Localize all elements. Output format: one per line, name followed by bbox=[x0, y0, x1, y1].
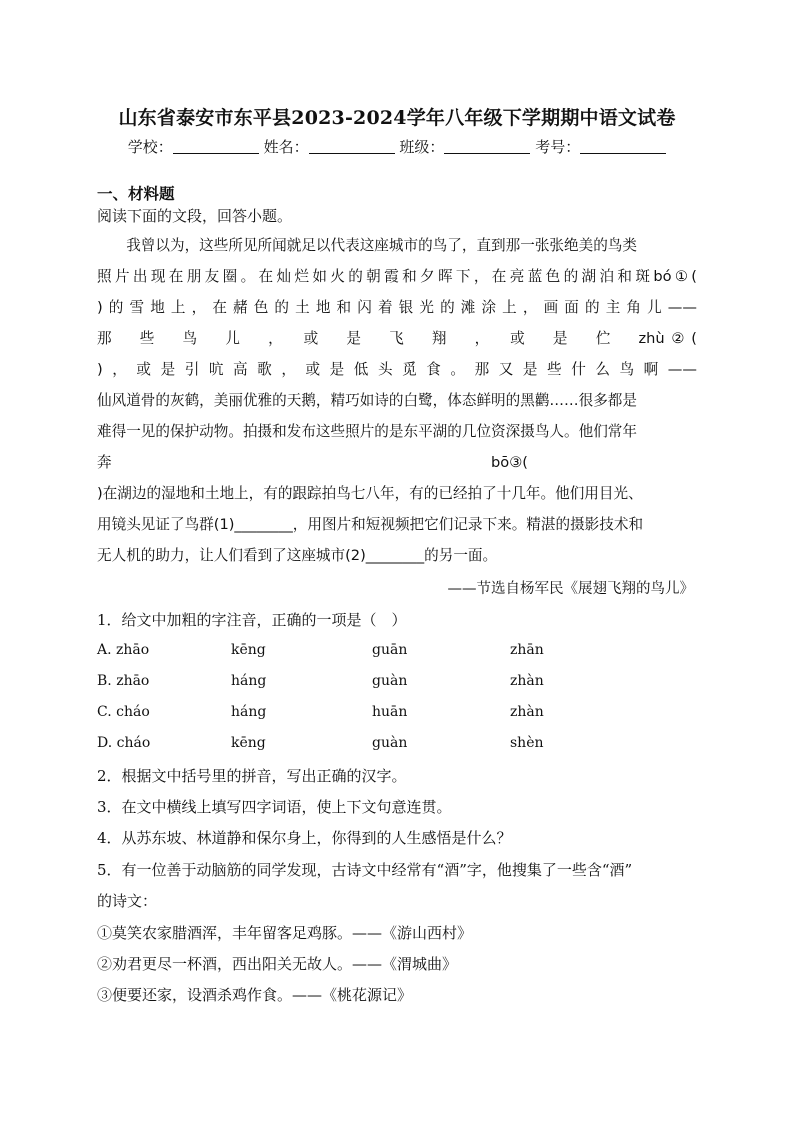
option-pinyin: shèn bbox=[510, 735, 544, 751]
option-row[interactable] bbox=[97, 642, 544, 658]
question-2: 2．根据文中括号里的拼音，写出正确的汉字。 bbox=[97, 767, 407, 785]
option-pinyin: kēng bbox=[231, 735, 266, 751]
passage-line: )在湖边的湿地和土地上，有的跟踪拍鸟七八年，有的已经拍了十几年。他们用目光、 bbox=[97, 485, 643, 502]
option-row[interactable] bbox=[97, 735, 544, 751]
option-pinyin: guàn bbox=[372, 735, 408, 751]
class-blank[interactable] bbox=[444, 139, 530, 154]
option-label: D. cháo bbox=[97, 735, 151, 751]
option-label: A. zhāo bbox=[97, 642, 150, 658]
number-label: 考号： bbox=[535, 138, 581, 156]
poem-line: ②劝君更尽一杯酒，西出阳关无故人。——《渭城曲》 bbox=[97, 955, 458, 973]
passage-line: 照片出现在朋友圈。在灿烂如火的朝霞和夕晖下，在亮蓝色的湖泊和斑bó①( bbox=[97, 268, 697, 285]
section-heading: 一、材料题 bbox=[97, 184, 175, 203]
option-pinyin: kēng bbox=[231, 642, 266, 658]
name-label: 姓名： bbox=[263, 138, 309, 156]
school-blank[interactable] bbox=[173, 139, 259, 154]
passage-line: 我曾以为，这些所见所闻就足以代表这座城市的鸟了，直到那一张张绝美的鸟类 bbox=[97, 237, 637, 254]
passage-line: 那 些 鸟 儿 ， 或 是 飞 翔 ， 或 是 伫 zhù②( bbox=[97, 330, 697, 347]
question-1: 1．给文中加粗的字注音，正确的一项是（ ） bbox=[97, 611, 407, 629]
option-pinyin: zhān bbox=[510, 642, 544, 658]
option-pinyin: zhàn bbox=[510, 673, 544, 689]
school-label: 学校： bbox=[127, 138, 173, 156]
poem-line: ③便要还家，设酒杀鸡作食。——《桃花源记》 bbox=[97, 986, 413, 1004]
passage-line: 难得一见的保护动物。拍摄和发布这些照片的是东平湖的几位资深摄鸟人。他们常年 bbox=[97, 423, 637, 440]
option-pinyin: guàn bbox=[372, 673, 408, 689]
passage-line: 仙风道骨的灰鹤，美丽优雅的天鹅，精巧如诗的白鹭，体态鲜明的黑鹳……很多都是 bbox=[97, 392, 637, 409]
class-label: 班级： bbox=[399, 138, 445, 156]
option-row[interactable] bbox=[97, 673, 544, 689]
question-3: 3．在文中横线上填写四字词语，使上下文句意连贯。 bbox=[97, 798, 452, 816]
passage-line: )的雪地上，在赭色的土地和闪着银光的滩涂上，画面的主角儿—— bbox=[97, 299, 697, 316]
name-blank[interactable] bbox=[309, 139, 395, 154]
passage bbox=[97, 230, 697, 571]
question-5-continued: 的诗文： bbox=[97, 892, 158, 910]
option-pinyin: huān bbox=[372, 704, 408, 720]
passage-line: 无人机的助力，让人们看到了这座城市(2)________的另一面。 bbox=[97, 547, 498, 564]
option-row[interactable] bbox=[97, 704, 544, 720]
option-label: C. cháo bbox=[97, 704, 150, 720]
instruction: 阅读下面的文段，回答小题。 bbox=[97, 207, 293, 225]
poem-line: ①莫笑农家腊酒浑，丰年留客足鸡豚。——《游山西村》 bbox=[97, 924, 473, 942]
option-pinyin: háng bbox=[231, 704, 267, 720]
question-5: 5．有一位善于动脑筋的同学发现，古诗文中经常有“酒”字，他搜集了一些含“酒” bbox=[97, 861, 633, 879]
student-info-line bbox=[0, 136, 794, 157]
question-4: 4．从苏东坡、林道静和保尔身上，你得到的人生感悟是什么？ bbox=[97, 829, 512, 847]
number-blank[interactable] bbox=[580, 139, 666, 154]
option-pinyin: háng bbox=[231, 673, 267, 689]
passage-line: 奔 bō③( bbox=[97, 454, 529, 471]
passage-line: 用镜头见证了鸟群(1)________，用图片和短视频把它们记录下来。精湛的摄影技术和 bbox=[97, 516, 644, 533]
option-pinyin: zhàn bbox=[510, 704, 544, 720]
option-label: B. zhāo bbox=[97, 673, 150, 689]
page-title: 山东省泰安市东平县2023-2024学年八年级下学期期中语文试卷 bbox=[118, 107, 676, 129]
option-pinyin: guān bbox=[372, 642, 408, 658]
passage-source: ——节选自杨军民《展翅飞翔的鸟儿》 bbox=[447, 581, 694, 597]
passage-line: )，或是引吭高歌，或是低头觅食。那又是些什么鸟啊—— bbox=[97, 361, 697, 378]
